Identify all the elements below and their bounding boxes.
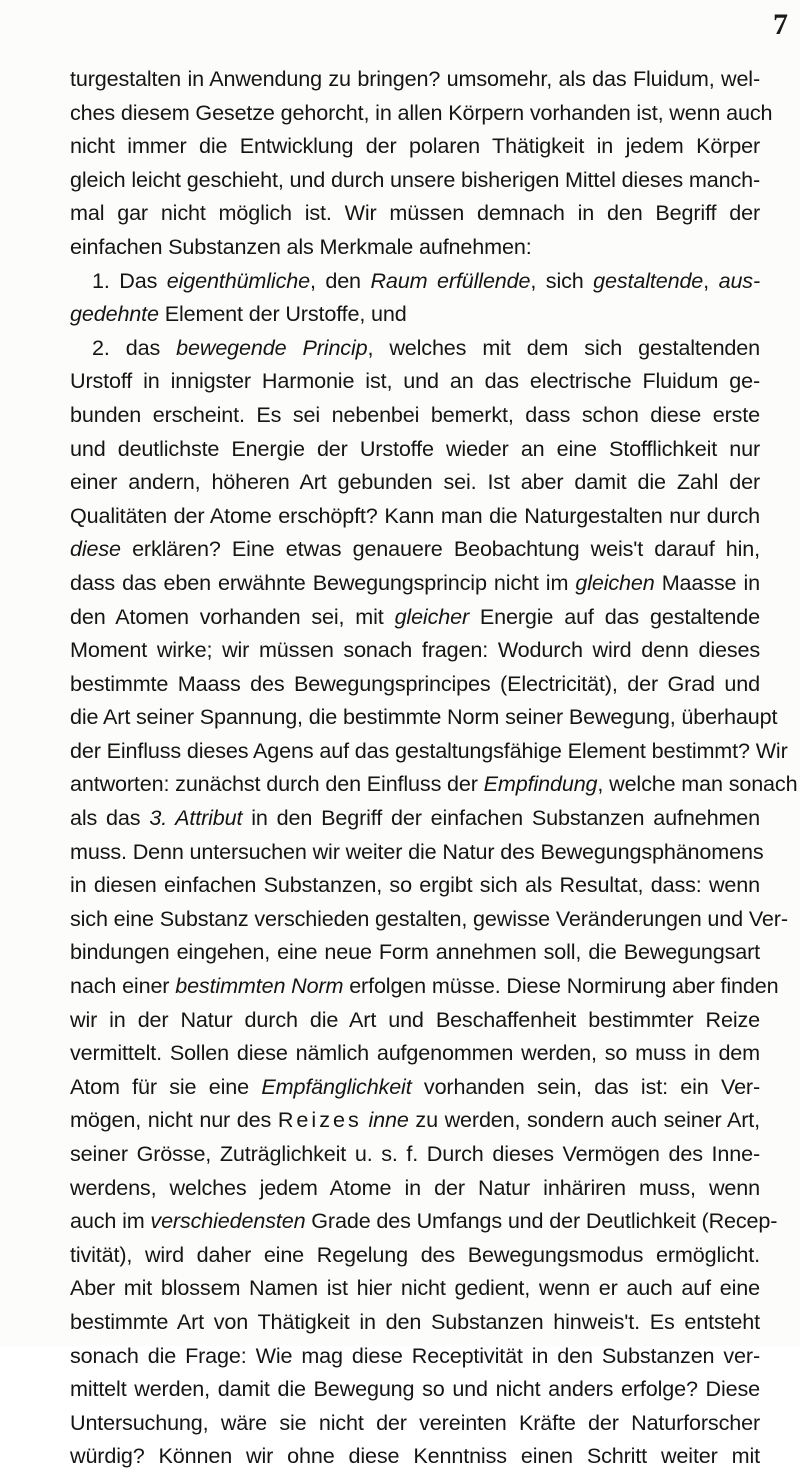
text-line [70,499,760,533]
text-segment: zu werden, sondern auch seiner Art, [408,1107,760,1133]
text-segment: antworten: zunächst durch den Einfluss der [70,771,484,797]
text-segment: bestimmte Maass des Bewegungsprincipes (Electricität), der Grad und [70,670,760,696]
text-segment: seiner Grösse, Zuträglichkeit u. s. f. Durch dieses Vermögen des Inne- [70,1141,760,1166]
emphasis-text: bestimmten Norm [175,973,344,999]
text-segment: Aber mit blossem Namen ist hier nicht gedient, wenn er auch auf eine [70,1275,760,1301]
text-line [70,935,760,969]
text-line [70,1171,760,1205]
text-segment: bestimmte Art von Thätigkeit in den Substanzen hinweis't. Es entsteht [70,1308,760,1334]
body-text [70,62,798,1473]
text-line [70,633,760,667]
text-segment: nach einer [70,973,176,999]
text-segment: bindungen eingehen, eine neue Form annehmen soll, die Bewegungsart [70,939,760,965]
text-segment: der Einfluss dieses Agens auf das gestaltungsfähige Element bestimmt? Wir [70,737,788,763]
text-segment: einer andern, höheren Art gebunden sei. Ist aber damit die Zahl der [70,469,760,495]
emphasis-text: gedehnte [70,301,159,327]
text-line [70,734,788,768]
text-segment: , sich [530,267,594,293]
text-segment: nicht immer die Entwicklung der polaren Thätigkeit in jedem Körper [70,133,760,159]
text-line [70,600,760,634]
text-line [70,1070,760,1104]
text-segment: sonach die Frage: Wie mag diese Receptivität in den Substanzen ver- [70,1342,760,1368]
text-segment [362,1107,369,1132]
text-segment: Energie auf das gestaltende [468,603,760,629]
text-line [70,902,788,936]
text-segment: erklären? Eine etwas genauere Beobachtung weis't darauf hin, [120,536,760,562]
text-segment: Urstoff in innigster Harmonie ist, und an das electrische Fluidum ge- [70,368,760,394]
text-line [70,432,760,466]
text-segment: auch im [70,1208,151,1234]
text-line [70,1439,760,1473]
text-segment: mal gar nicht möglich ist. Wir müssen demnach in den Begriff der [70,200,760,226]
text-segment: wir in der Natur durch die Art und Beschaffenheit bestimmter Reize [70,1006,760,1032]
emphasis-text: verschiedensten [150,1208,306,1234]
text-line [70,1238,760,1272]
text-segment: und deutlichste Energie der Urstoffe wieder an eine Stofflichkeit nur [70,435,760,461]
text-segment: erfolgen müsse. Diese Normirung aber finden [343,973,779,999]
text-line [70,465,760,499]
text-line [70,868,760,902]
text-line [70,1003,760,1037]
text-segment: den Atomen vorhanden sei, mit [70,603,395,629]
text-line [70,566,760,600]
text-line [70,1339,760,1373]
text-line [70,801,760,835]
text-line [70,767,798,801]
text-segment: als das [70,805,150,831]
text-line [70,364,760,398]
text-line [70,667,760,701]
text-line [70,969,779,1003]
text-line [70,196,760,230]
emphasis-text: diese [70,536,121,562]
text-line [70,398,760,432]
text-segment: Maasse in [654,569,760,595]
text-segment: tivität), wird daher eine Regelung des Bewegungsmodus ermöglicht. [70,1241,760,1267]
text-segment: Qualitäten der Atome erschöpft? Kann man die Naturgestalten nur durch [70,502,760,528]
emphasis-text: Raum erfüllende [370,267,531,293]
text-segment: sich eine Substanz verschieden gestalten, gewisse Veränderungen und Ver- [70,905,788,931]
text-line [70,1372,760,1406]
text-line [70,1305,760,1339]
emphasis-text: bewegende Princip [176,334,368,360]
emphasis-text: Empfänglichkeit [261,1073,412,1099]
page-number: 7 [773,8,788,41]
text-line [70,835,764,869]
emphasis-text: eigenthümliche [166,267,310,293]
text-line [70,1137,760,1171]
text-line [70,297,760,331]
emphasis-text: aus- [718,267,760,293]
text-line [70,62,760,96]
text-line [70,163,760,197]
emphasis-text: Empfindung [483,771,598,797]
text-line [70,1036,760,1070]
text-segment: Moment wirke; wir müssen sonach fragen: Wodurch wird denn dieses [70,637,760,663]
text-line [70,1271,760,1305]
text-segment: , den [309,267,371,293]
text-segment: mögen, nicht nur des [70,1107,278,1133]
text-line [70,700,778,734]
text-segment: bunden erscheint. Es sei nebenbei bemerkt, dass schon diese erste [70,401,760,427]
text-segment: Atom für sie eine [70,1073,262,1099]
emphasis-text: 3. Attribut [149,805,243,831]
text-segment: , welches mit dem sich gestaltenden [367,334,761,360]
emphasis-text: gestaltende [593,267,704,293]
text-segment: in diesen einfachen Substanzen, so ergibt sich als Resultat, dass: wenn [70,872,760,898]
text-line [70,1406,760,1440]
text-segment: einfachen Substanzen als Merkmale aufnehmen: [70,233,532,259]
text-segment: Reizes [277,1107,362,1133]
text-segment: mittelt werden, damit die Bewegung so und nicht anders erfolge? Diese [70,1376,760,1402]
text-segment: dass das eben erwähnte Bewegungsprincip nicht im [70,569,576,595]
text-line [70,96,773,130]
text-segment: Untersuchung, wäre sie nicht der vereinten Kräfte der Naturforscher [70,1409,760,1435]
text-segment: , welche man sonach [597,771,798,797]
emphasis-text: inne [368,1107,409,1133]
text-segment: in den Begriff der einfachen Substanzen aufnehmen [242,805,760,831]
text-segment: vermittelt. Sollen diese nämlich aufgenommen werden, so muss in dem [70,1040,760,1066]
text-segment: die Art seiner Spannung, die bestimmte Norm seiner Bewegung, überhaupt [70,704,778,730]
text-line [70,532,760,566]
text-segment: gleich leicht geschieht, und durch unsere bisherigen Mittel dieses manch- [70,166,761,192]
text-segment: vorhanden sein, das ist: ein Ver- [411,1073,761,1099]
emphasis-text: gleichen [575,569,655,595]
emphasis-text: gleicher [394,603,469,629]
text-line [70,1204,778,1238]
text-line [70,331,760,365]
text-segment: Grade des Umfangs und der Deutlichkeit (Recep- [305,1208,778,1234]
text-line [70,129,760,163]
text-line [70,1103,760,1137]
text-line [70,264,760,298]
text-segment: 2. das [92,334,177,360]
text-segment: 1. Das [92,267,167,293]
text-line [70,230,760,264]
text-segment: würdig? Können wir ohne diese Kenntniss einen Schritt weiter mit [70,1443,760,1469]
text-segment: werdens, welches jedem Atome in der Natur inhäriren muss, wenn [70,1174,760,1200]
text-segment: turgestalten in Anwendung zu bringen? umsomehr, als das Fluidum, wel- [70,66,760,91]
text-segment: Element der Urstoffe, und [158,301,407,327]
text-segment: muss. Denn untersuchen wir weiter die Natur des Bewegungsphänomens [70,838,764,864]
text-segment: ches diesem Gesetze gehorcht, in allen Körpern vorhanden ist, wenn auch [70,99,773,125]
text-segment: , [703,267,719,293]
